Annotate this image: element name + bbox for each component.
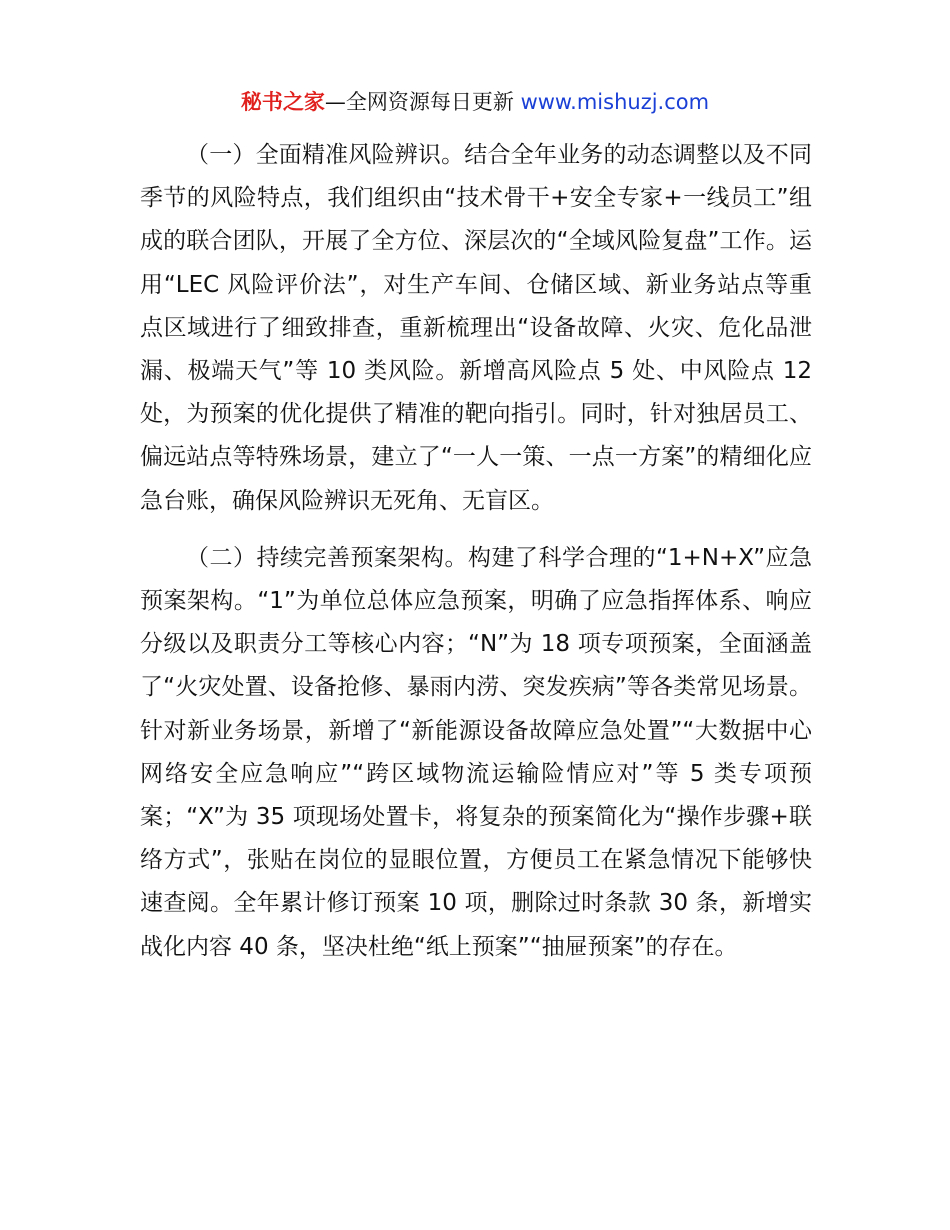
document-body bbox=[140, 134, 812, 969]
page-header bbox=[0, 86, 950, 118]
site-url-link[interactable]: www.mishuzj.com bbox=[520, 90, 710, 114]
paragraph-risk-identification: （一）全面精准风险辨识。结合全年业务的动态调整以及不同季节的风险特点，我们组织由“技术骨干+安全专家+一线员工”组成的联合团队，开展了全方位、深层次的“全域风险复盘”工作。运用“LEC 风险评价法”，对生产车间、仓储区域、新业务站点等重点区域进行了细致排查，重新梳理出“设备故障、火灾、危化品泄漏、极端天气”等 10 类风险。新增高风险点 5 处、中风险点 12 处，为预案的优化提供了精准的靶向指引。同时，针对独居员工、偏远站点等特殊场景，建立了“一人一策、一点一方案”的精细化应急台账，确保风险辨识无死角、无盲区。 bbox=[140, 142, 812, 514]
brand-name: 秘书之家 bbox=[240, 90, 325, 114]
header-slogan: —全网资源每日更新 bbox=[324, 90, 521, 114]
paragraph-plan-architecture: （二）持续完善预案架构。构建了科学合理的“1+N+X”应急预案架构。“1”为单位总体应急预案，明确了应急指挥体系、响应分级以及职责分工等核心内容；“N”为 18 项专项预案，全面涵盖了“火灾处置、设备抢修、暴雨内涝、突发疾病”等各类常见场景。针对新业务场景，新增了“新能源设备故障应急处置”“大数据中心网络安全应急响应”“跨区域物流运输险情应对”等 5 类专项预案；“X”为 35 项现场处置卡，将复杂的预案简化为“操作步骤+联络方式”，张贴在岗位的显眼位置，方便员工在紧急情况下能够快速查阅。全年累计修订预案 10 项，删除过时条款 30 条，新增实战化内容 40 条，坚决杜绝“纸上预案”“抽屉预案”的存在。 bbox=[140, 544, 812, 960]
